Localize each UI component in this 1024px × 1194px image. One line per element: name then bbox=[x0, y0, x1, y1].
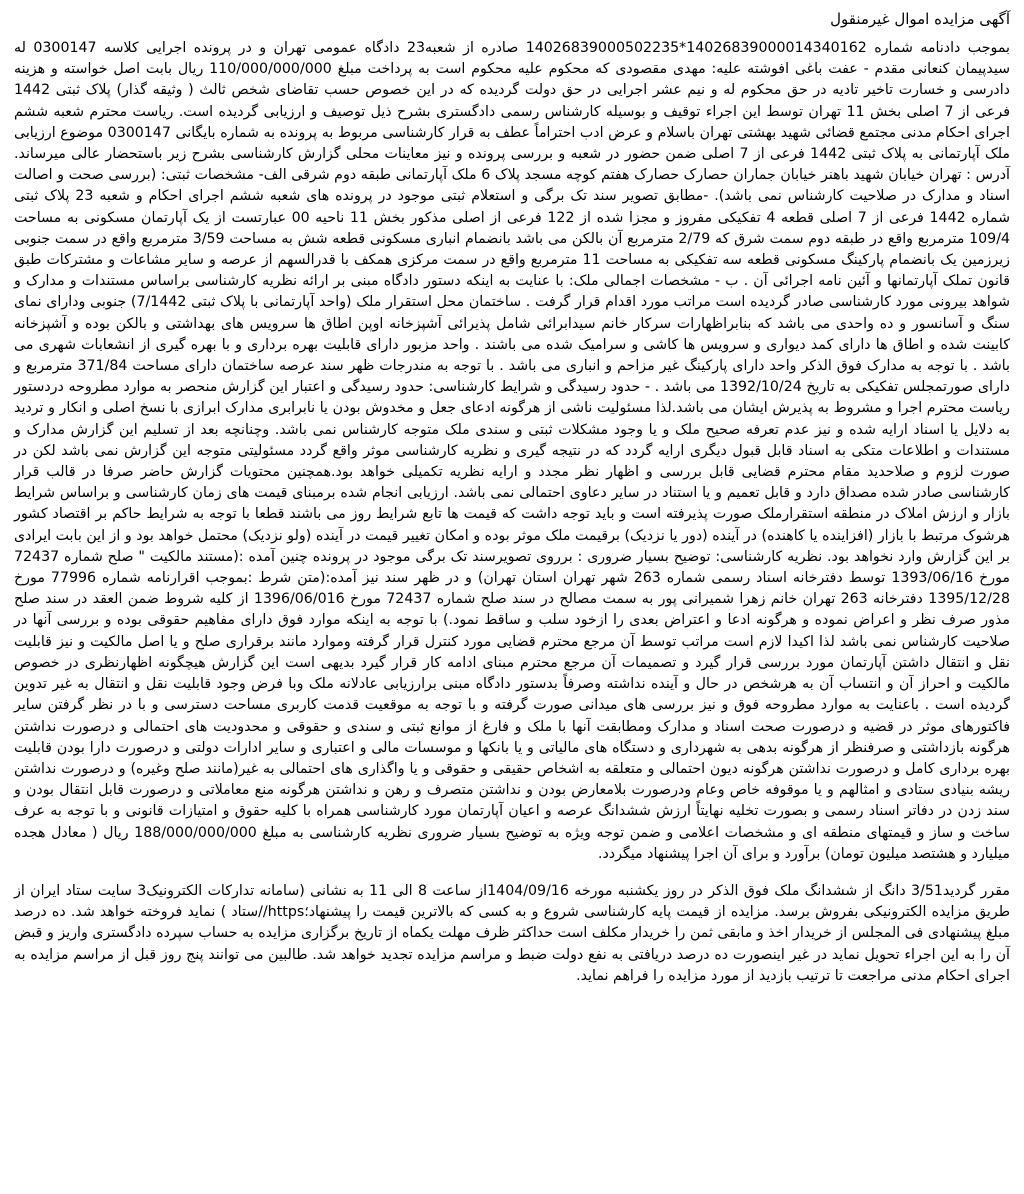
auction-notice bbox=[14, 8, 1010, 987]
notice-title: آگهی مزایده اموال غیرمنقول bbox=[830, 10, 1010, 28]
notice-paragraph-auction: مقرر گردید3/51 دانگ از ششدانگ ملک فوق الذکر در روز یکشنبه مورخه 1404/09/16از ساعت 8 الی 11 به نشانی (سامانه تدارکات الکترونیک3 سایت ستاد ایران از طریق مزایده الکترونیکی بفروش برسد. مزایده از قیمت پایه کارشناسی شروع و به کسی که بالاترین قیمت را پیشنهاد؛https//ستاد ) نماید فروخته خواهد شد. ده درصد مبلغ پیشنهادی فی المجلس از خریدار اخذ و مابقی ثمن را خریدار مکلف است حداکثر ظرف مهلت یکماه از تاریخ برگزاری مزایده به حساب سپرده دادگستری واریز و قبض آن را به این اجراء تحویل نماید در غیر اینصورت ده درصد دریافتی به نفع دولت ضبط و مراسم مزایده تجدید خواهد شد. طالبین می توانند پنج روز قبل از مراسم مزایده به اجرای احکام مدنی مراجعت تا ترتیب بازدید از مورد مزایده را فراهم نماید. bbox=[14, 882, 1011, 984]
notice-paragraph-main: بموجب دادنامه شماره 14026839000014340162*14026839000502235 صادره از شعبه23 دادگاه عمومی تهران و در پرونده اجرایی کلاسه 0300147 له سیدپیمان کنعانی مقدم - عفت باغی افوشته علیه: مهدی مقصودی که محکوم علیه محکوم است به پرداخت مبلغ 110/000/000/000 ریال بابت اصل خواسته و هزینه دادرسی و خسارت تاخیر تادیه در حق محکوم له و نیم عشر اجرایی در حق دولت گردیده که در این خصوص حسب تقاضای شخص ثالث ( وثیقه گذار) پلاک ثبتی 1442 فرعی از 7 اصلی بخش 11 تهران توسط این اجراء توقیف و بوسیله کارشناس رسمی دادگستری بشرح ذیل توصیف و ارزیابی گردیده است. ریاست محترم شعبه ششم اجرای احکام مدنی مجتمع قضائی شهید بهشتی تهران باسلام و عرض ادب احتراماً عطف به قرار کارشناسی مربوط به پرونده به شماره بایگانی 0300147 موضوع ارزیابی ملک آپارتمانی به پلاک ثبتی 1442 فرعی از 7 اصلی ضمن حضور در شعبه و بررسی پرونده و نیز معاینات محلی گزارش کارشناسی بشرح زیر باستحضار عالی میرساند. آدرس : تهران خیابان شهید باهنر خیابان جماران حصارک حصارک هفتم کوچه مسجد پلاک 6 ملک آپارتمانی طبقه دوم شرقی الف- مشخصات ثبتی: (بررسی صحت و اصالت اسناد و مدارک در صلاحیت کارشناس نمی باشد). -مطابق تصویر سند تک برگی و استعلام ثبتی موجود در پرونده های شعبه ششم اجرای احکام و شعبه 23 پلاک ثبتی شماره 1442 فرعی از 7 اصلی قطعه 4 تفکیکی مفروز و مجزا شده از 122 فرعی از اصلی مذکور بخش 11 ناحیه 00 عبارتست از یک آپارتمان مسکونی به مساحت 109/4 مترمربع واقع در طبقه دوم سمت شرق که 2/79 مترمربع آن بالکن می باشد بانضمام انباری مسکونی قطعه شش به مساحت 3/59 مترمربع واقع در سمت جنوبی زیرزمین یک بانضمام پارکینگ مسکونی قطعه سه تفکیکی به مساحت 11 مترمربع واقع در سمت مرکزی همکف با قدرالسهم از عرصه و سایر مشاعات و مشترکات طبق قانون تملک آپارتمانها و آئین نامه اجرائی آن . ب - مشخصات اجمالی ملک: با عنایت به اینکه دستور دادگاه مبنی بر ارائه نظریه کارشناسی براساس مستندات و مدارک و شواهد بیرونی مورد کارشناسی صادر گردیده است مراتب مورد اقدام قرار گرفت . ساختمان محل استقرار ملک (واحد آپارتمانی با پلاک ثبتی 7/1442) جنوبی ودارای نمای سنگ و آسانسور و ده واحدی می باشد که بنابراظهارات سرکار خانم سیدابرائی شامل پذیرائی آشپزخانه اوپن اطاق ها سرویس های بهداشتی و بالکن بوده و آشپزخانه کابینت شده و اطاق ها دارای کمد دیواری و سرویس ها کاشی و سرامیک شده می باشند . واحد مزبور دارای قابلیت بهره برداری و با بهره گیری از انشعابات شهری می باشد . با توجه به مدارک فوق الذکر واحد دارای پارکینگ غیر مزاحم و انباری می باشد . با توجه به مندرجات ظهر سند عرصه ساختمان دارای مساحت 371/84 مترمربع و دارای صورتمجلس تفکیکی به تاریخ 1392/10/24 می باشد . - حدود رسیدگی و شرایط کارشناسی: حدود رسیدگی و اعتبار این گزارش منحصر به موارد مطروحه دردستور ریاست محترم اجرا و مشروط به پذیرش ایشان می باشد.لذا مسئولیت ناشی از هرگونه ادعای جعل و مخدوش بودن یا نابرابری مدارک ابرازی با نسخ اصلی و انکار و تردید به دلایل یا اسناد ارایه شده و نیز عدم تعرفه صحیح ملک و یا وجود مشکلات ثبتی و سندی ملک متوجه کارشناس نمی باشد. وچنانچه بعد از تسلیم این گزارش مدارک و مستندات و اطلاعات متکی به اسناد قابل قبول دیگری ارایه گردد که در نتیجه گیری و نظریه کارشناسی موثر واقع گردد مسئولیتی متوجه این گزارش نمی باشد لکن در صورت لزوم و صلاحدید مقام محترم قضایی قابل بررسی و اظهار نظر مجدد و ارایه نظریه تکمیلی خواهد بود.همچنین محتویات گزارش حاضر صرفا در قالب قرار کارشناسی صادر شده مصداق دارد و قابل تعمیم و یا استناد در سایر دعاوی احتمالی نمی باشد. ارزیابی انجام شده برمبنای قیمت های زمان کارشناسی و براساس شرایط بازار و ارزش املاک در منطقه استقرارملک صورت پذیرفته است و باید توجه داشت که قیمت ها تابع شرایط روز می باشند قطعا با توجه به شرایط حاکم بر اقتصاد کشور هرشوک مرتبط با بازار (افزاینده یا کاهنده) در آینده (دور یا نزدیک) برقیمت ملک موثر بوده و امکان تغییر قیمت در آینده (ولو نزدیک) محتمل خواهد بود و از این بابت ایرادی بر این گزارش وارد نخواهد بود. نظریه کارشناسی: توضیح بسیار ضروری : برروی تصویرسند تک برگی موجود در پرونده چنین آمده :(مستند مالکیت " صلح شماره 72437 مورخ 1393/06/16 توسط دفترخانه اسناد رسمی شماره 263 شهر تهران استان تهران) و در ظهر سند نیز آمده:(متن شرط :بموجب اقرارنامه شماره 77996 مورخ 1395/12/28 دفترخانه 263 تهران خانم زهرا شمیرانی پور به سمت مصالح در سند صلح شماره 72437 مورخ 1396/06/016 از کلیه شروط ضمن العقد در سند صلح مذور صرف نظر و اعراض نموده و هرگونه ادعا و اعتراض بعدی را ازخود سلب و ساقط نمود.) با توجه به اینکه موارد فوق دارای مفاهیم حقوقی بوده و بررسی آنها در صلاحیت کارشناس نمی باشد لذا اکیدا لازم است مراتب توسط آن مرجع محترم قضایی مورد کنترل قرار گرفته وموارد مانند برقراری صلح و یا اصل مالکیت و نیز قابلیت نقل و انتقال داشتن آپارتمان مورد بررسی قرار گیرد و تصمیمات آن مرجع محترم مبنای ادامه کار قرار گیرد بدیهی است این گزارش هیچگونه اظهارنظری در خصوص مالکیت و احراز آن و انتساب آن به هرشخص در حال و آینده نداشته وصرفاً بدستور دادگاه مبنی برارزیابی عادلانه ملک وبا فرض وجود قابلیت نقل و انتقال به غیر تدوین گردیده است . باعنایت به موارد مطروحه فوق و نیز بررسی های میدانی صورت گرفته و با توجه به موقعیت قدمت کاربری مساحت دسترسی و با در نظر گرفتن سایر فاکتورهای موثر در قضیه و درصورت صحت اسناد و مدارک ومطابقت آنها با ملک و فارغ از موانع ثبتی و سندی و حقوقی و محدودیت های احتمالی و درصورت نداشتن هرگونه بازداشتی و صرفنظر از هرگونه بدهی به شهرداری و دستگاه های مالیاتی و یا بانکها و موسسات مالی و اعتباری و سایر ادارات دولتی و درصورت دارا بودن قابلیت بهره برداری کامل و درصورت نداشتن هرگونه دیون احتمالی و متعلقه به اشخاص حقیقی و حقوقی و یا واگذاری های احتمالی به غیر(مانند صلح وغیره) و درصورت نداشتن ریشه بنیادی ستادی و امثالهم و یا موقوفه خاص وعام ودرصورت بلامعارض بودن و نداشتن متصرف و رهن و نداشتن هرگونه منع معاملاتی و درصورت قابل انتقال بودن و سند زدن در دفاتر اسناد رسمی و بصورت تخلیه نهایتاً ارزش ششدانگ عرصه و اعیان آپارتمان مورد کارشناسی همراه با کلیه حقوق و امتیازات قانونی و با توجه به عرف ساخت و ساز و قیمتهای منطقه ای و مشخصات اعلامی و ضمن توجه ویژه به توضیح بسیار ضروری نظریه کارشناسی به مبلغ 188/000/000/000 ریال ( معادل هجده میلیارد و هشتصد میلیون تومان) برآورد و برای آن اجرا پیشنهاد میگردد. bbox=[14, 40, 1011, 862]
notice-body bbox=[14, 38, 1010, 987]
